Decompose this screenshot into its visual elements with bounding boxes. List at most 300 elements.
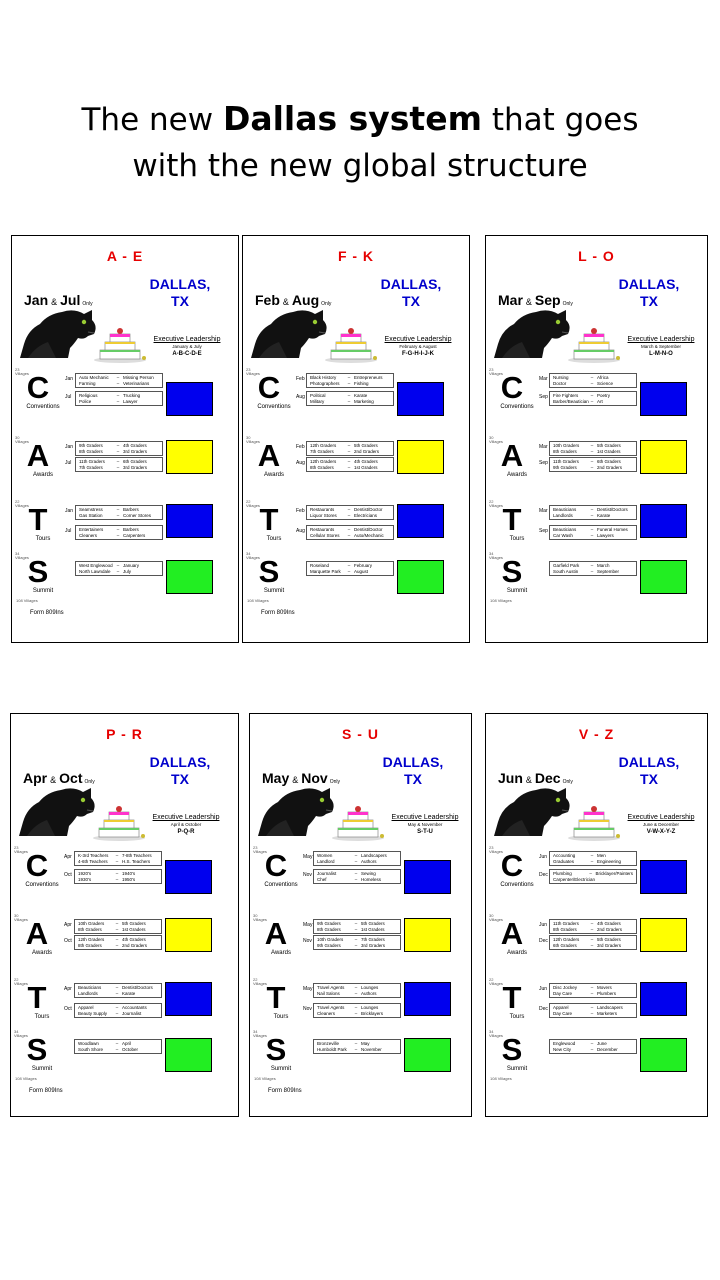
category-right: H.S. Teachers xyxy=(122,858,151,864)
category-right: Homeless xyxy=(361,876,382,882)
category-left: 9th Graders xyxy=(553,464,577,470)
category-row xyxy=(310,399,390,405)
color-block xyxy=(397,440,444,474)
category-dash: – xyxy=(347,459,351,464)
executive-leadership xyxy=(370,813,480,836)
color-block xyxy=(165,982,212,1016)
category-right: September xyxy=(597,568,620,574)
category-dash: – xyxy=(590,985,594,990)
section-label: Conventions xyxy=(25,882,59,888)
category-right: Entrepreneurs xyxy=(354,375,383,380)
category-right: Fishing xyxy=(354,380,369,386)
category-left: Doctor xyxy=(553,380,567,386)
row-month: Mar xyxy=(539,444,548,450)
category-box xyxy=(306,457,394,472)
category-dash: – xyxy=(354,985,358,990)
only-label: Only xyxy=(562,779,573,785)
category-right: Landscapers xyxy=(597,1005,623,1010)
category-dash: – xyxy=(354,937,358,942)
category-dash: – xyxy=(590,380,594,386)
category-box xyxy=(75,525,163,540)
category-right: Bricklayers xyxy=(361,1010,384,1016)
category-right: October xyxy=(122,1046,139,1052)
category-left: Graduates xyxy=(553,858,575,864)
category-left: Woodlawn xyxy=(78,1041,99,1046)
category-left: 12th Graders xyxy=(78,937,105,942)
exec-title: Executive Leadership xyxy=(627,336,695,343)
section-label: Awards xyxy=(271,950,291,956)
category-right: April xyxy=(122,1041,132,1046)
village-number: 34 xyxy=(14,1029,19,1034)
row-month: Nov xyxy=(303,938,312,944)
color-block xyxy=(640,1038,687,1072)
category-left: Landlord xyxy=(317,858,335,864)
category-dash: – xyxy=(354,1005,358,1010)
category-dash: – xyxy=(354,921,358,926)
city-label xyxy=(373,754,453,788)
city-name: DALLAS, xyxy=(380,276,442,292)
category-right: December xyxy=(597,1046,618,1052)
category-right: 7-8th Teachers xyxy=(122,853,152,858)
row-month: Dec xyxy=(539,938,548,944)
category-row xyxy=(553,381,633,387)
ampersand: & xyxy=(50,775,57,785)
only-label: Only xyxy=(84,779,95,785)
category-box xyxy=(75,373,163,388)
section-label: Awards xyxy=(32,950,52,956)
category-box xyxy=(74,983,162,998)
section-label: Awards xyxy=(33,472,53,478)
category-right: 2nd Graders xyxy=(122,942,148,948)
category-right: Corner Stores xyxy=(123,512,152,518)
category-left: Car Wash xyxy=(553,532,573,538)
village-count-label: Villages xyxy=(489,849,503,854)
village-count-label: Villages xyxy=(253,917,267,922)
village-number: 34 xyxy=(489,1029,494,1034)
village-number: 34 xyxy=(246,551,251,556)
category-dash: – xyxy=(116,568,120,574)
category-left: Day Care xyxy=(553,990,573,996)
section-label: Summit xyxy=(270,1066,292,1072)
category-dash: – xyxy=(116,464,120,470)
category-row xyxy=(78,991,158,997)
category-left: 11th Graders xyxy=(553,459,579,464)
category-dash: – xyxy=(354,1046,358,1052)
category-right: Dentist/Doctor xyxy=(354,507,383,512)
category-dash: – xyxy=(115,926,119,932)
category-dash: – xyxy=(590,527,594,532)
category-left: Beauty Supply xyxy=(78,1010,108,1016)
village-count-label: Villages xyxy=(14,981,28,986)
row-month: May xyxy=(303,986,313,992)
section-letter: S xyxy=(501,554,523,589)
category-dash: – xyxy=(115,990,119,996)
row-month: Apr xyxy=(64,986,72,992)
state-name: TX xyxy=(640,293,658,309)
section-label: Conventions xyxy=(500,882,534,888)
category-right: Men xyxy=(597,853,606,858)
section-label: Tours xyxy=(509,1014,525,1020)
section-letter: T xyxy=(502,502,522,537)
category-left: Landlords xyxy=(78,990,98,996)
flyer-card xyxy=(10,713,239,1117)
category-left: Restaurants xyxy=(310,507,335,512)
category-dash: – xyxy=(116,532,120,538)
category-box xyxy=(549,525,637,540)
category-row xyxy=(310,569,390,575)
category-row xyxy=(553,877,633,883)
category-left: 8th Graders xyxy=(553,926,577,932)
category-dash: – xyxy=(590,512,594,518)
category-left: Beauticians xyxy=(553,507,577,512)
category-dash: – xyxy=(590,398,594,404)
category-box xyxy=(75,441,163,456)
section-letter: S xyxy=(501,1032,523,1067)
village-number: 34 xyxy=(489,551,494,556)
section-label: Conventions xyxy=(257,404,291,410)
category-right: Funeral Homes xyxy=(597,527,628,532)
row-month: Mar xyxy=(539,376,548,382)
section-label: Summit xyxy=(506,1066,528,1072)
row-month: Sep xyxy=(539,460,548,466)
category-dash: – xyxy=(590,942,594,948)
section-label: Summit xyxy=(31,1066,53,1072)
category-dash: – xyxy=(354,858,358,864)
village-number: 30 xyxy=(14,913,19,918)
category-right: Karate xyxy=(597,512,611,518)
category-left: Cleaners xyxy=(79,532,98,538)
village-number: 30 xyxy=(253,913,258,918)
category-left: 10th Graders xyxy=(553,443,580,448)
color-block xyxy=(640,440,687,474)
category-right: Auto/Mechanic xyxy=(354,532,384,538)
category-left: Restaurants xyxy=(310,527,335,532)
total-villages: 108 Villages xyxy=(16,598,38,603)
city-name: DALLAS, xyxy=(149,276,211,292)
category-right: Karate xyxy=(122,990,136,996)
category-right: 1950's xyxy=(122,876,136,882)
category-right: Dentist/Doctors xyxy=(597,507,628,512)
category-row xyxy=(78,877,158,883)
state-name: TX xyxy=(640,771,658,787)
section-letter: C xyxy=(26,370,50,405)
title-bold: Dallas system xyxy=(222,99,482,138)
row-month: Jul xyxy=(65,460,72,466)
month-2: Dec xyxy=(534,770,561,786)
category-left: Accounting xyxy=(553,853,576,858)
total-villages: 108 Villages xyxy=(247,598,269,603)
category-row xyxy=(553,1011,633,1017)
category-row xyxy=(78,859,158,865)
category-box xyxy=(306,505,394,520)
category-right: Journalist xyxy=(122,1010,142,1016)
village-number: 30 xyxy=(489,435,494,440)
category-dash: – xyxy=(347,527,351,532)
village-count-label: Villages xyxy=(489,371,503,376)
category-dash: – xyxy=(589,871,592,876)
category-dash: – xyxy=(116,448,120,454)
category-left: Gas Station xyxy=(79,512,103,518)
category-right: August xyxy=(354,568,369,574)
state-name: TX xyxy=(404,771,422,787)
category-dash: – xyxy=(115,937,119,942)
exec-letters: V-W-X-Y-Z xyxy=(646,829,676,835)
category-box xyxy=(306,391,394,406)
row-month: Feb xyxy=(296,508,305,514)
category-right: Plumbers xyxy=(597,990,617,996)
category-right: Lounges xyxy=(361,1005,379,1010)
category-box xyxy=(549,869,637,884)
state-name: TX xyxy=(402,293,420,309)
category-right: Authors xyxy=(361,990,377,996)
category-dash: – xyxy=(590,532,594,538)
row-month: Dec xyxy=(539,1006,548,1012)
category-dash: – xyxy=(115,1010,119,1016)
category-dash: – xyxy=(116,375,120,380)
color-block xyxy=(404,918,451,952)
letter-range: P - R xyxy=(106,726,143,742)
category-left: Black History xyxy=(310,375,337,380)
category-row xyxy=(317,877,397,883)
category-right: 3rd Graders xyxy=(597,942,622,948)
category-right: 5th Graders xyxy=(361,921,385,926)
ampersand: & xyxy=(525,297,532,307)
category-dash: – xyxy=(115,921,119,926)
color-block xyxy=(640,982,687,1016)
ampersand: & xyxy=(51,297,58,307)
category-right xyxy=(597,877,633,883)
category-dash: – xyxy=(354,876,358,882)
letter-range: A - E xyxy=(106,248,144,264)
category-right: Engineering xyxy=(597,858,622,864)
executive-leadership xyxy=(606,813,716,836)
month-1: May xyxy=(262,770,290,786)
city-label xyxy=(140,276,220,310)
category-row xyxy=(79,381,159,387)
color-block xyxy=(404,982,451,1016)
section-label: Tours xyxy=(509,536,525,542)
category-dash: – xyxy=(590,563,594,568)
ampersand: & xyxy=(282,297,289,307)
category-right: Trucking xyxy=(123,393,141,398)
category-dash: – xyxy=(347,512,351,518)
category-box xyxy=(549,391,637,406)
category-right: June xyxy=(597,1041,607,1046)
category-right: Sewing xyxy=(361,871,376,876)
category-left: Religious xyxy=(79,393,98,398)
panther-image xyxy=(17,784,97,836)
section-letter: T xyxy=(27,980,47,1015)
category-right: 5th Graders xyxy=(354,443,378,448)
color-block xyxy=(166,504,213,538)
panther-image xyxy=(256,784,336,836)
category-box xyxy=(549,851,637,866)
section-letter: S xyxy=(258,554,280,589)
category-box xyxy=(306,561,394,576)
city-name: DALLAS, xyxy=(618,276,680,292)
category-right: 6th Graders xyxy=(123,459,147,464)
category-left: 10th Graders xyxy=(78,921,105,926)
row-month: Aug xyxy=(296,394,305,400)
city-name: DALLAS, xyxy=(382,754,444,770)
title-line-2: with the new global structure xyxy=(132,148,588,184)
village-count-label: Villages xyxy=(14,917,28,922)
city-label xyxy=(140,754,220,788)
category-right: 1st Graders xyxy=(354,464,378,470)
month-2: Jul xyxy=(60,292,81,308)
category-box xyxy=(313,1039,401,1054)
row-month: Mar xyxy=(539,508,548,514)
row-month: Oct xyxy=(64,1006,72,1012)
state-name: TX xyxy=(171,771,189,787)
category-box xyxy=(74,935,162,950)
category-box xyxy=(74,851,162,866)
village-count-label: Villages xyxy=(489,439,503,444)
row-month: Apr xyxy=(64,922,72,928)
section-letter: A xyxy=(257,438,281,473)
category-dash: – xyxy=(354,990,358,996)
category-dash: – xyxy=(115,871,119,876)
category-right: 3rd Graders xyxy=(361,942,386,948)
category-left: Cellular Stores xyxy=(310,532,340,538)
month-1: Apr xyxy=(23,770,48,786)
panther-image xyxy=(492,784,572,836)
category-box xyxy=(313,851,401,866)
category-left: Bronzeville xyxy=(317,1041,340,1046)
category-left: Nail Salons xyxy=(317,990,340,996)
category-dash: – xyxy=(354,1041,358,1046)
village-count-label: Villages xyxy=(489,555,503,560)
category-right: 5th Graders xyxy=(122,921,146,926)
category-left: Garfield Park xyxy=(553,563,580,568)
village-number: 23 xyxy=(253,845,258,850)
city-label xyxy=(371,276,451,310)
category-box xyxy=(549,1039,637,1054)
category-box xyxy=(75,391,163,406)
category-left: K-3rd Teachers xyxy=(78,853,109,858)
category-right: Dentist/Doctors xyxy=(122,985,153,990)
category-box xyxy=(313,935,401,950)
category-dash: – xyxy=(347,532,351,538)
category-left: Liquor Stores xyxy=(310,512,337,518)
color-block xyxy=(165,860,212,894)
exec-letters: F-G-H-I-J-K xyxy=(402,351,434,357)
category-dash: – xyxy=(590,448,594,454)
category-dash: – xyxy=(590,443,594,448)
category-dash: – xyxy=(115,853,119,858)
category-left: 1930's xyxy=(78,876,92,882)
category-left: 7th Graders xyxy=(310,448,334,454)
category-row xyxy=(310,533,390,539)
flyer-card xyxy=(485,713,708,1117)
category-left: 9th Graders xyxy=(317,942,341,948)
category-box xyxy=(313,1003,401,1018)
color-block xyxy=(640,560,687,594)
category-right: 2nd Graders xyxy=(597,926,623,932)
form-number: Form 809Ins xyxy=(29,1088,63,1094)
category-dash: – xyxy=(116,512,120,518)
color-block xyxy=(640,918,687,952)
exec-title: Executive Leadership xyxy=(152,814,220,821)
month-2: Nov xyxy=(301,770,328,786)
category-row xyxy=(553,991,633,997)
row-month: Aug xyxy=(296,528,305,534)
category-row xyxy=(310,449,390,455)
category-left: Apparel xyxy=(78,1005,94,1010)
village-number: 34 xyxy=(253,1029,258,1034)
section-letter: T xyxy=(502,980,522,1015)
category-box xyxy=(313,919,401,934)
category-dash: – xyxy=(115,985,119,990)
category-left: Travel Agents xyxy=(317,1005,345,1010)
category-right: Lawyer xyxy=(123,398,138,404)
category-left: Political xyxy=(310,393,326,398)
village-count-label: Villages xyxy=(253,849,267,854)
category-dash: – xyxy=(590,393,594,398)
total-villages: 108 Villages xyxy=(490,598,512,603)
category-left: 12th Graders xyxy=(310,443,337,448)
category-dash: – xyxy=(590,1005,594,1010)
category-dash: – xyxy=(347,563,351,568)
category-left: 6th Graders xyxy=(553,942,577,948)
row-month: Nov xyxy=(303,872,312,878)
executive-leadership xyxy=(131,813,241,836)
category-right: 3rd Graders xyxy=(123,464,148,470)
category-box xyxy=(549,935,637,950)
category-right: 1st Graders xyxy=(361,926,385,932)
category-box xyxy=(313,869,401,884)
category-dash: – xyxy=(115,876,119,882)
village-number: 23 xyxy=(489,367,494,372)
row-month: May xyxy=(303,854,313,860)
row-month: Jun xyxy=(539,986,548,992)
category-left: Nursing xyxy=(553,375,569,380)
category-left: North Lawndale xyxy=(79,568,111,574)
section-label: Summit xyxy=(32,588,54,594)
category-box xyxy=(549,457,637,472)
category-left: 9th Graders xyxy=(79,443,103,448)
color-block xyxy=(166,440,213,474)
category-row xyxy=(79,399,159,405)
village-count-label: Villages xyxy=(15,439,29,444)
category-left: 8th Graders xyxy=(553,448,577,454)
category-left: 11th Graders xyxy=(553,921,579,926)
color-block xyxy=(166,560,213,594)
village-count-label: Villages xyxy=(246,555,260,560)
category-right: Barbers xyxy=(123,527,139,532)
panther-image xyxy=(249,306,329,358)
category-left: Chef xyxy=(317,876,327,882)
category-right: 2nd Graders xyxy=(354,448,380,454)
category-left: 8th Graders xyxy=(78,926,102,932)
category-right: Art xyxy=(597,398,603,404)
exec-subtitle: May & November xyxy=(407,822,443,827)
category-box xyxy=(74,919,162,934)
category-left: Farming xyxy=(79,380,96,386)
category-dash: – xyxy=(590,375,594,380)
panther-image xyxy=(492,306,572,358)
row-month: Feb xyxy=(296,376,305,382)
color-block xyxy=(397,560,444,594)
exec-title: Executive Leadership xyxy=(627,814,695,821)
section-label: Tours xyxy=(266,536,282,542)
village-count-label: Villages xyxy=(15,503,29,508)
category-left: Fire Fighters xyxy=(553,393,579,398)
color-block xyxy=(640,504,687,538)
section-label: Conventions xyxy=(26,404,60,410)
category-right: Dentist/Doctor xyxy=(354,527,383,532)
category-right: Africa xyxy=(597,375,609,380)
